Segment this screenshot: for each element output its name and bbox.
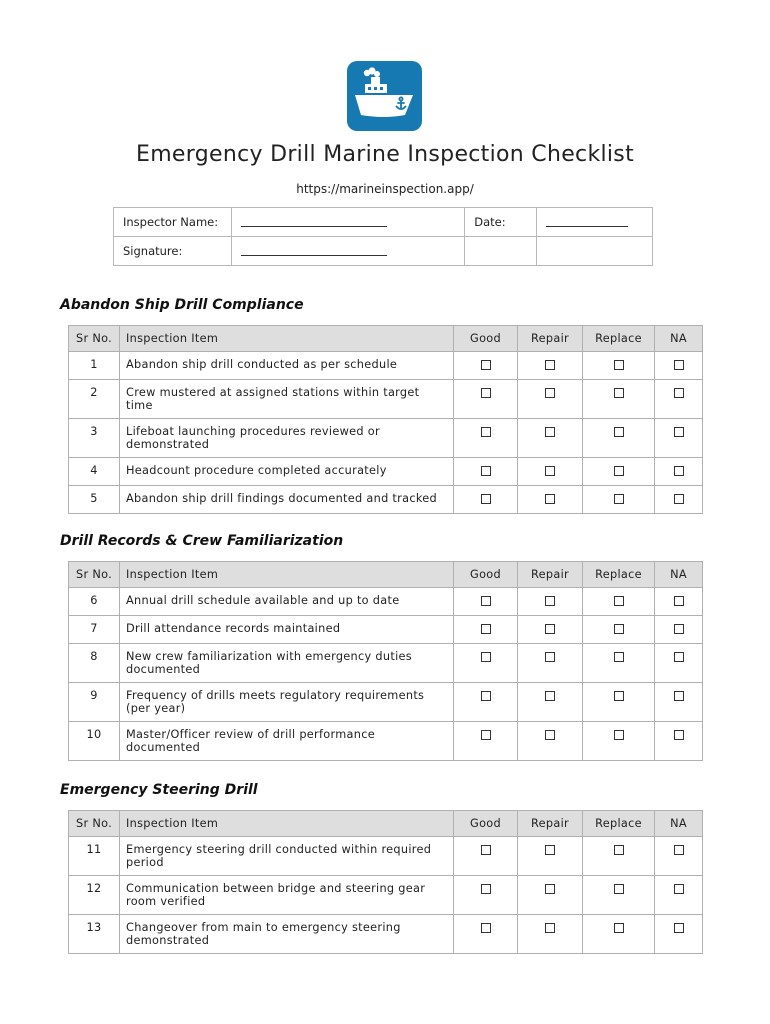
- cell-na: [655, 644, 703, 683]
- repair-checkbox[interactable]: [545, 494, 555, 504]
- row-number: 10: [69, 722, 120, 761]
- cell-good: [454, 458, 518, 486]
- replace-checkbox[interactable]: [614, 466, 624, 476]
- row-number: 6: [69, 588, 120, 616]
- row-number: 5: [69, 486, 120, 514]
- replace-checkbox[interactable]: [614, 884, 624, 894]
- col-header-sr: Sr No.: [69, 811, 120, 837]
- cell-replace: [583, 683, 655, 722]
- replace-checkbox[interactable]: [614, 494, 624, 504]
- na-checkbox[interactable]: [674, 652, 684, 662]
- good-checkbox[interactable]: [481, 923, 491, 933]
- row-number: 3: [69, 419, 120, 458]
- inspection-item: Emergency steering drill conducted within required period: [120, 837, 454, 876]
- date-label: Date:: [465, 208, 537, 237]
- replace-checkbox[interactable]: [614, 596, 624, 606]
- table-row: [69, 915, 703, 954]
- good-checkbox[interactable]: [481, 494, 491, 504]
- cell-na: [655, 352, 703, 380]
- na-checkbox[interactable]: [674, 466, 684, 476]
- inspector-name-field[interactable]: [231, 208, 465, 237]
- good-checkbox[interactable]: [481, 596, 491, 606]
- inspection-item: Master/Officer review of drill performance documented: [120, 722, 454, 761]
- cell-replace: [583, 722, 655, 761]
- cell-repair: [518, 352, 583, 380]
- row-number: 11: [69, 837, 120, 876]
- checklist-table: [68, 325, 703, 514]
- good-checkbox[interactable]: [481, 427, 491, 437]
- website-url: https://marineinspection.app/: [296, 182, 474, 196]
- cell-good: [454, 419, 518, 458]
- inspection-item: Annual drill schedule available and up to date: [120, 588, 454, 616]
- good-checkbox[interactable]: [481, 652, 491, 662]
- good-checkbox[interactable]: [481, 624, 491, 634]
- cell-replace: [583, 380, 655, 419]
- date-field[interactable]: [537, 208, 653, 237]
- cell-replace: [583, 486, 655, 514]
- cell-na: [655, 837, 703, 876]
- repair-checkbox[interactable]: [545, 466, 555, 476]
- repair-checkbox[interactable]: [545, 923, 555, 933]
- table-row: [69, 380, 703, 419]
- cell-good: [454, 380, 518, 419]
- table-row: [69, 837, 703, 876]
- col-header-item: Inspection Item: [120, 811, 454, 837]
- cell-replace: [583, 915, 655, 954]
- cell-repair: [518, 837, 583, 876]
- cell-na: [655, 486, 703, 514]
- repair-checkbox[interactable]: [545, 730, 555, 740]
- cell-replace: [583, 616, 655, 644]
- cell-na: [655, 616, 703, 644]
- row-number: 9: [69, 683, 120, 722]
- table-row: [69, 486, 703, 514]
- section-title: Abandon Ship Drill Compliance: [60, 297, 304, 313]
- cell-na: [655, 683, 703, 722]
- na-checkbox[interactable]: [674, 691, 684, 701]
- repair-checkbox[interactable]: [545, 884, 555, 894]
- col-header-good: Good: [454, 562, 518, 588]
- good-checkbox[interactable]: [481, 691, 491, 701]
- info-empty-cell: [465, 237, 537, 266]
- good-checkbox[interactable]: [481, 730, 491, 740]
- inspection-info-table: [113, 207, 653, 266]
- col-header-na: NA: [655, 811, 703, 837]
- cell-repair: [518, 683, 583, 722]
- inspection-item: Headcount procedure completed accurately: [120, 458, 454, 486]
- cell-replace: [583, 876, 655, 915]
- table-header-row: [69, 562, 703, 588]
- inspection-item: Communication between bridge and steering gear room verified: [120, 876, 454, 915]
- table-header-row: [69, 811, 703, 837]
- checklist-table: [68, 810, 703, 954]
- row-number: 12: [69, 876, 120, 915]
- cell-na: [655, 458, 703, 486]
- cell-na: [655, 419, 703, 458]
- repair-checkbox[interactable]: [545, 596, 555, 606]
- repair-checkbox[interactable]: [545, 360, 555, 370]
- repair-checkbox[interactable]: [545, 652, 555, 662]
- section-title: Drill Records & Crew Familiarization: [60, 533, 344, 549]
- inspection-item: Changeover from main to emergency steering demonstrated: [120, 915, 454, 954]
- cell-good: [454, 486, 518, 514]
- replace-checkbox[interactable]: [614, 652, 624, 662]
- inspection-item: Abandon ship drill findings documented and tracked: [120, 486, 454, 514]
- table-row: [69, 588, 703, 616]
- na-checkbox[interactable]: [674, 596, 684, 606]
- info-row-inspector: [114, 208, 653, 237]
- row-number: 7: [69, 616, 120, 644]
- cell-na: [655, 915, 703, 954]
- info-row-signature: [114, 237, 653, 266]
- inspector-name-label: Inspector Name:: [114, 208, 232, 237]
- col-header-replace: Replace: [583, 326, 655, 352]
- replace-checkbox[interactable]: [614, 624, 624, 634]
- signature-field[interactable]: [231, 237, 465, 266]
- inspection-item: Drill attendance records maintained: [120, 616, 454, 644]
- col-header-good: Good: [454, 326, 518, 352]
- cell-good: [454, 644, 518, 683]
- table-row: [69, 458, 703, 486]
- col-header-replace: Replace: [583, 562, 655, 588]
- info-empty-cell: [537, 237, 653, 266]
- cell-repair: [518, 915, 583, 954]
- row-number: 4: [69, 458, 120, 486]
- cell-replace: [583, 588, 655, 616]
- cell-na: [655, 722, 703, 761]
- table-row: [69, 683, 703, 722]
- repair-checkbox[interactable]: [545, 388, 555, 398]
- col-header-sr: Sr No.: [69, 562, 120, 588]
- table-row: [69, 876, 703, 915]
- replace-checkbox[interactable]: [614, 427, 624, 437]
- replace-checkbox[interactable]: [614, 730, 624, 740]
- cell-repair: [518, 616, 583, 644]
- table-row: [69, 616, 703, 644]
- col-header-good: Good: [454, 811, 518, 837]
- cell-replace: [583, 458, 655, 486]
- repair-checkbox[interactable]: [545, 845, 555, 855]
- replace-checkbox[interactable]: [614, 691, 624, 701]
- col-header-item: Inspection Item: [120, 326, 454, 352]
- na-checkbox[interactable]: [674, 388, 684, 398]
- cell-na: [655, 380, 703, 419]
- cell-repair: [518, 876, 583, 915]
- cell-good: [454, 915, 518, 954]
- replace-checkbox[interactable]: [614, 923, 624, 933]
- col-header-na: NA: [655, 326, 703, 352]
- good-checkbox[interactable]: [481, 360, 491, 370]
- col-header-na: NA: [655, 562, 703, 588]
- cell-replace: [583, 352, 655, 380]
- inspection-item: Lifeboat launching procedures reviewed or demonstrated: [120, 419, 454, 458]
- col-header-item: Inspection Item: [120, 562, 454, 588]
- cell-good: [454, 683, 518, 722]
- repair-checkbox[interactable]: [545, 691, 555, 701]
- table-header-row: [69, 326, 703, 352]
- col-header-repair: Repair: [518, 811, 583, 837]
- cell-good: [454, 876, 518, 915]
- na-checkbox[interactable]: [674, 845, 684, 855]
- cell-repair: [518, 588, 583, 616]
- table-row: [69, 352, 703, 380]
- repair-checkbox[interactable]: [545, 624, 555, 634]
- row-number: 2: [69, 380, 120, 419]
- good-checkbox[interactable]: [481, 884, 491, 894]
- cell-good: [454, 837, 518, 876]
- table-row: [69, 419, 703, 458]
- cell-replace: [583, 644, 655, 683]
- table-row: [69, 722, 703, 761]
- section-title: Emergency Steering Drill: [60, 782, 258, 798]
- page-title: Emergency Drill Marine Inspection Checklist: [136, 142, 634, 167]
- na-checkbox[interactable]: [674, 360, 684, 370]
- col-header-repair: Repair: [518, 562, 583, 588]
- table-row: [69, 644, 703, 683]
- checklist-table: [68, 561, 703, 761]
- ship-logo-icon: [347, 61, 422, 131]
- cell-good: [454, 722, 518, 761]
- na-checkbox[interactable]: [674, 494, 684, 504]
- cell-na: [655, 876, 703, 915]
- col-header-sr: Sr No.: [69, 326, 120, 352]
- replace-checkbox[interactable]: [614, 845, 624, 855]
- replace-checkbox[interactable]: [614, 360, 624, 370]
- signature-label: Signature:: [114, 237, 232, 266]
- row-number: 13: [69, 915, 120, 954]
- cell-good: [454, 616, 518, 644]
- na-checkbox[interactable]: [674, 730, 684, 740]
- inspection-item: Crew mustered at assigned stations within target time: [120, 380, 454, 419]
- cell-good: [454, 352, 518, 380]
- na-checkbox[interactable]: [674, 427, 684, 437]
- repair-checkbox[interactable]: [545, 427, 555, 437]
- good-checkbox[interactable]: [481, 388, 491, 398]
- replace-checkbox[interactable]: [614, 388, 624, 398]
- cell-repair: [518, 644, 583, 683]
- na-checkbox[interactable]: [674, 923, 684, 933]
- cell-repair: [518, 458, 583, 486]
- cell-replace: [583, 837, 655, 876]
- cell-na: [655, 588, 703, 616]
- inspection-item: Abandon ship drill conducted as per schedule: [120, 352, 454, 380]
- good-checkbox[interactable]: [481, 845, 491, 855]
- row-number: 8: [69, 644, 120, 683]
- cell-repair: [518, 486, 583, 514]
- inspection-item: New crew familiarization with emergency duties documented: [120, 644, 454, 683]
- row-number: 1: [69, 352, 120, 380]
- na-checkbox[interactable]: [674, 884, 684, 894]
- good-checkbox[interactable]: [481, 466, 491, 476]
- inspection-item: Frequency of drills meets regulatory requirements (per year): [120, 683, 454, 722]
- cell-good: [454, 588, 518, 616]
- cell-repair: [518, 722, 583, 761]
- col-header-repair: Repair: [518, 326, 583, 352]
- col-header-replace: Replace: [583, 811, 655, 837]
- cell-repair: [518, 380, 583, 419]
- na-checkbox[interactable]: [674, 624, 684, 634]
- cell-replace: [583, 419, 655, 458]
- cell-repair: [518, 419, 583, 458]
